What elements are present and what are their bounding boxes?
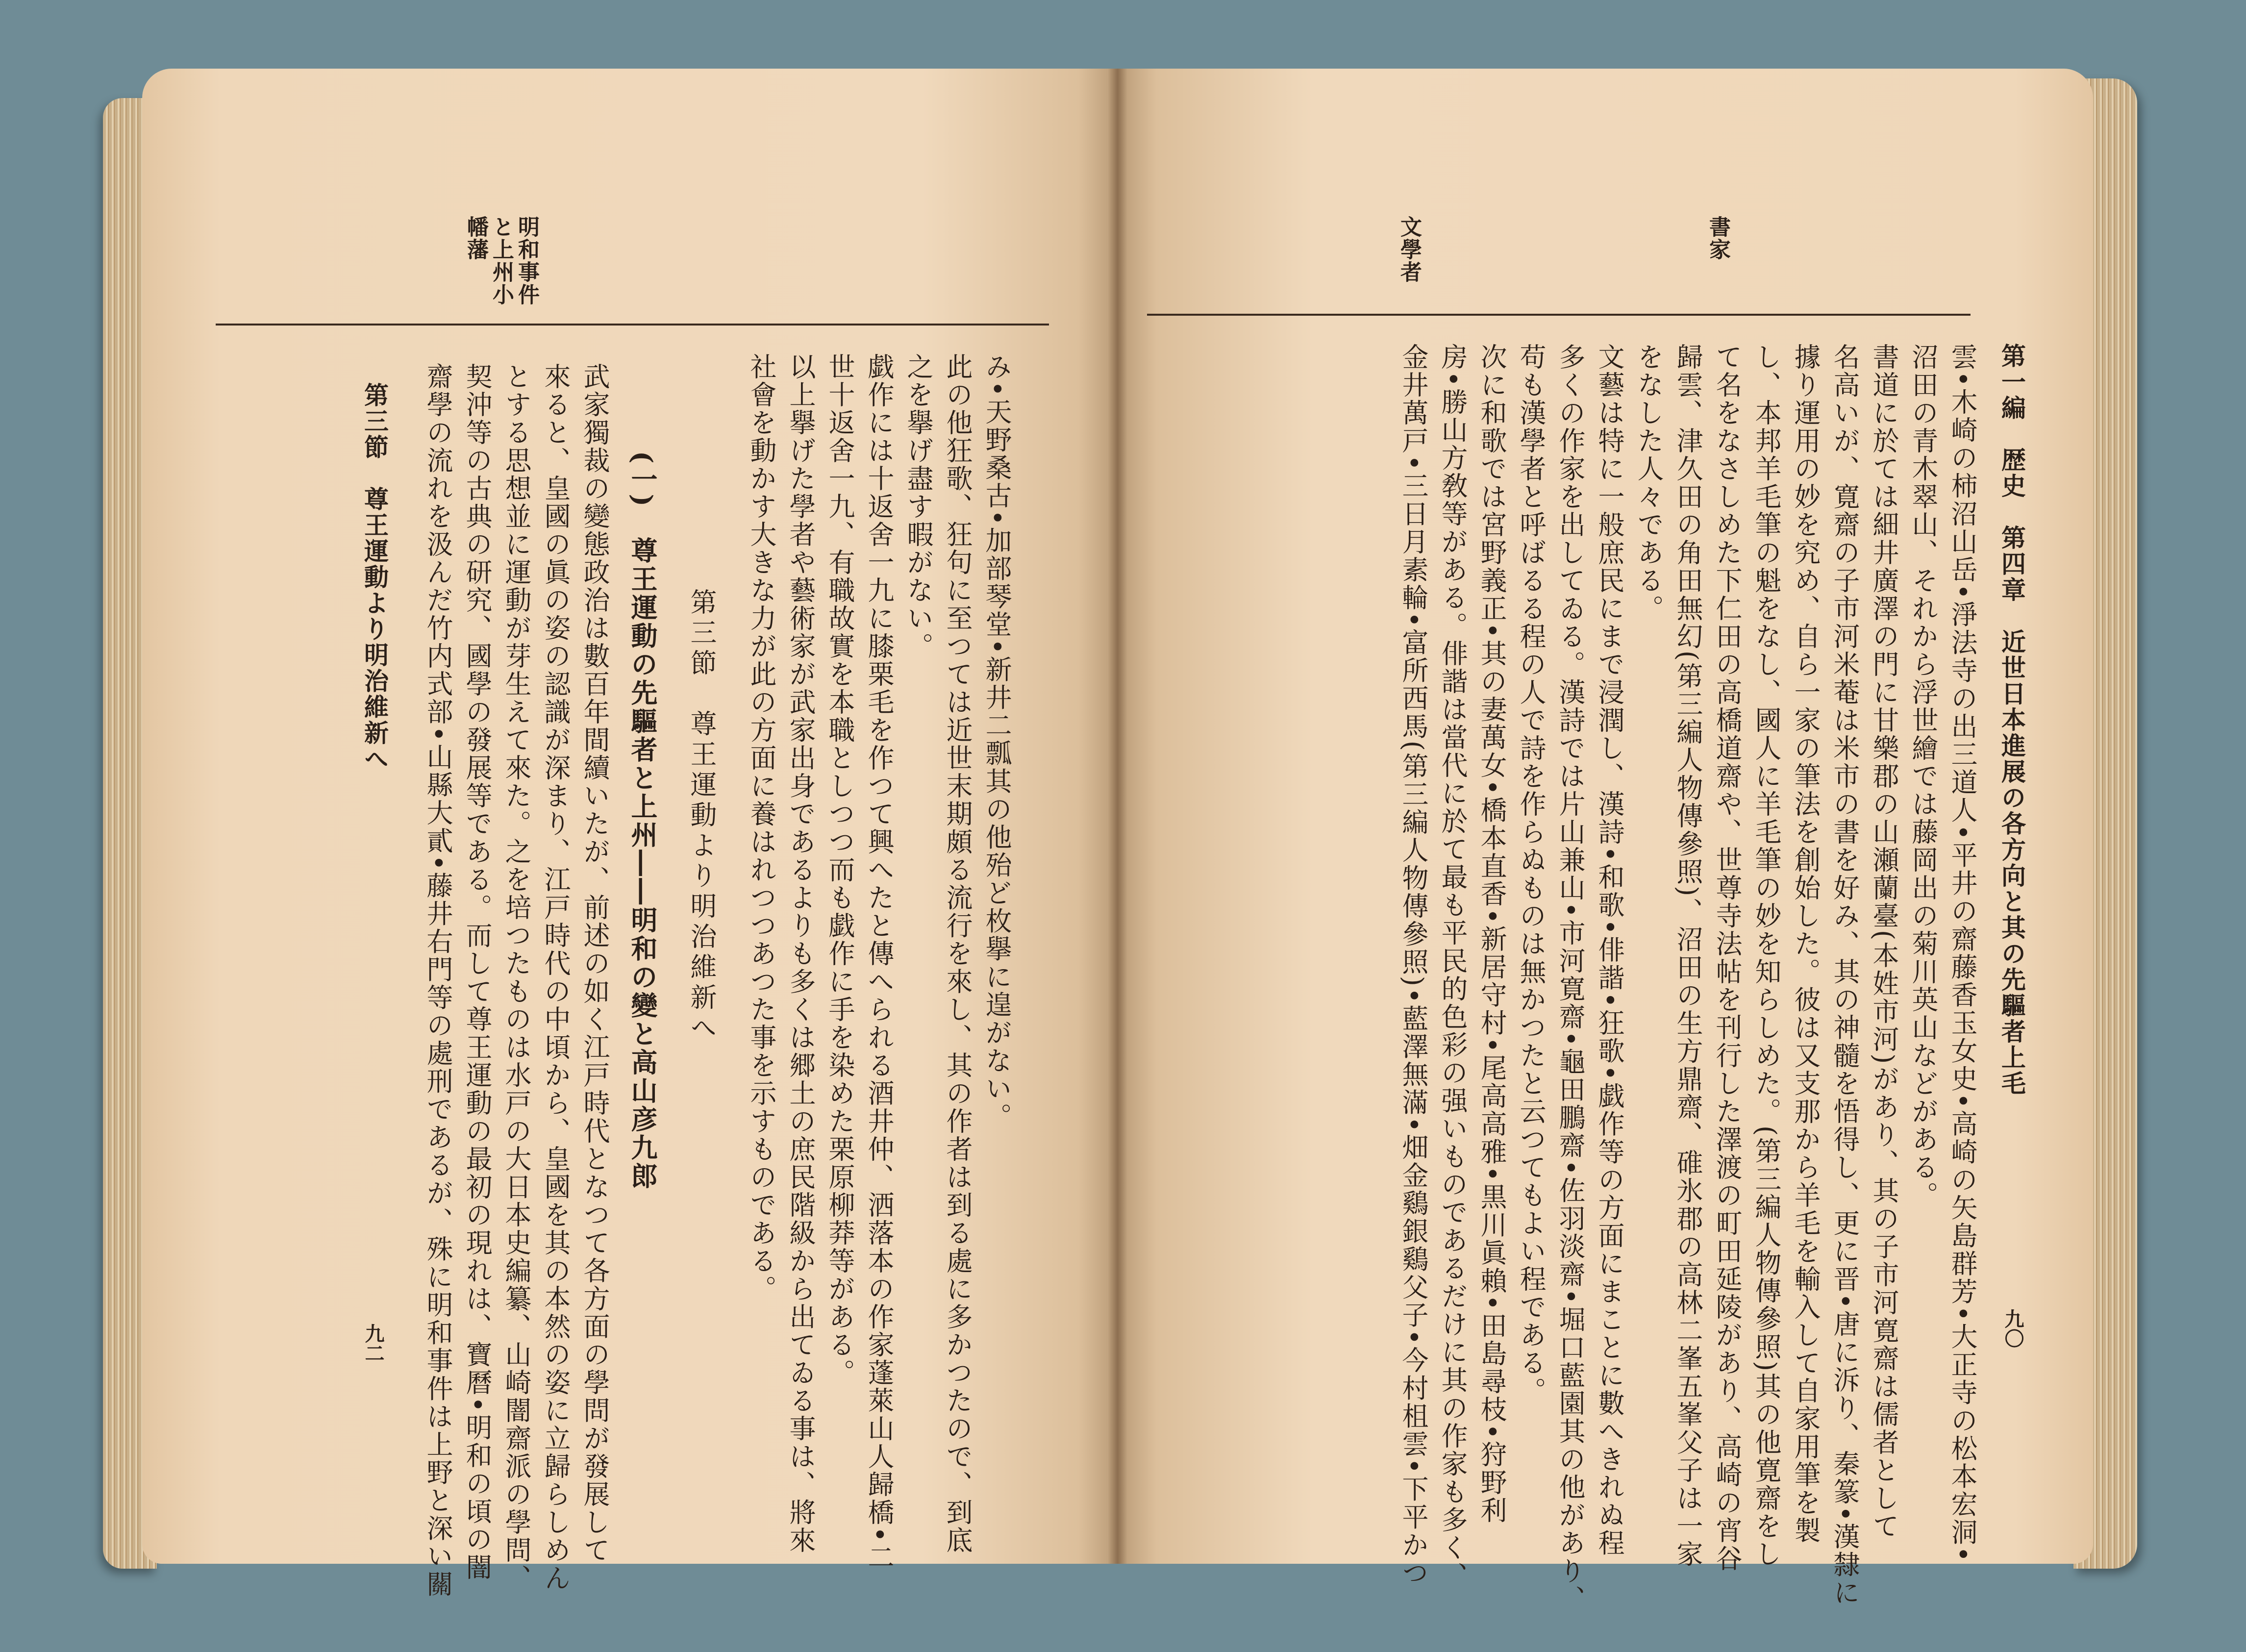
section-title: 第三節 尊王運動より明治維新へ xyxy=(686,588,717,1044)
body-column: 沼田の青木翠山、それから浮世繪では藤岡出の菊川英山などがある。 xyxy=(1908,343,1939,1209)
margin-note-shoka: 書家 xyxy=(1705,216,1730,261)
running-header: 第三節 尊王運動より明治維新へ xyxy=(360,382,389,772)
subsection-title: (一) 尊王運動の先驅者と上州――明和の變と高山彦九郎 xyxy=(627,451,658,1191)
book-gutter xyxy=(1108,69,1127,1564)
body-column: 多くの作家を出してゐる。漢詩では片山兼山•市河寛齋•龜田鵬齋•佐羽淡齋•堀口藍園其の他があり、 xyxy=(1555,343,1586,1613)
body-column: 書道に於ては細井廣澤の門に甘樂郡の山瀬蘭臺(本姓市河)があり、其の子市河寛齋は儒者として xyxy=(1869,343,1899,1541)
body-column: 苟も漢學者と呼ばるる程の人で詩を作らぬものは無かつたと云つてもよい程である。 xyxy=(1516,343,1547,1405)
body-column: て名をなさしめた下仁田の高橋道齋や、世尊寺法帖を刊行した澤渡の町田延陵があり、高崎の宵谷 xyxy=(1712,343,1743,1573)
body-column: み•天野桑古•加部琴堂•新井二瓢其の他殆ど枚擧に遑がない。 xyxy=(981,353,1012,1131)
body-column: をなした人々である。 xyxy=(1633,343,1664,623)
body-column: 齋學の流れを汲んだ竹内式部•山縣大貳•藤井右門等の處刑であるが、殊に明和事件は上野と深い關 xyxy=(423,363,453,1599)
body-column: とする思想並に運動が芽生えて來た。之を培つたものは水戸の大日本史編纂、山崎闇齋派の學問、 xyxy=(501,363,532,1592)
body-column: 武家獨裁の變態政治は數百年間續いたが、前述の如く江戸時代となつて各方面の學問が發展して xyxy=(579,363,610,1564)
body-column: 戯作には十返舍一九に膝栗毛を作つて興へたと傳へられる酒井仲、洒落本の作家蓬萊山人歸橋•二 xyxy=(864,353,895,1572)
body-column: 文藝は特に一般庶民にまで浸潤し、漢詩•和歌•俳諧•狂歌•戯作等の方面にまことに數へきれぬ程 xyxy=(1594,343,1625,1557)
page-number: 九〇 xyxy=(2001,1309,2024,1348)
right-page xyxy=(1118,69,2093,1613)
header-rule xyxy=(216,324,1049,325)
margin-note-meiwa: 明和事件 と上州小 幡藩 xyxy=(463,216,539,306)
body-column: 據り運用の妙を究め、自ら一家の筆法を創始した。彼は又支那から羊毛を輸入して自家用筆を製 xyxy=(1790,343,1821,1545)
body-column: 名高いが、寛齋の子市河米菴は米市の書を好み、其の神髓を悟得し、更に晋•唐に泝り、秦篆•漢隸に xyxy=(1829,343,1860,1607)
page-number: 九二 xyxy=(362,1324,385,1363)
body-column: 房•勝山方敎等がある。俳諧は當代に於て最も平民的色彩の强いものであるだけに其の作家も多く、 xyxy=(1437,343,1468,1590)
body-column: 此の他狂歌、狂句に至つては近世末期頗る流行を來し、其の作者は到る處に多かつたので、到底 xyxy=(942,353,973,1554)
header-rule xyxy=(1147,314,1971,316)
left-page xyxy=(142,69,1118,1599)
body-column: 社會を動かす大きな力が此の方面に養はれつつあつた事を示すものである。 xyxy=(746,353,777,1303)
open-book xyxy=(123,69,2108,1613)
body-column: 次に和歌では宮野義正•其の妻萬女•橋本直香•新居守村•尾高高雅•黒川眞賴•田島尋枝•狩野利 xyxy=(1476,343,1507,1525)
body-column: 歸雲、津久田の角田無幻(第三編人物傳參照)、沼田の生方鼎齋、碓氷郡の高林二峯五峯父子は一家 xyxy=(1672,343,1703,1569)
body-column: 世十返舍一九、有職故實を本職としつつ而も戯作に手を染めた栗原柳莽等がある。 xyxy=(824,353,855,1387)
body-column: 金井萬戸•三日月素輪•富所西馬(第三編人物傳參照)•藍澤無滿•畑金鷄銀鷄父子•今村柤雲•下平かつ xyxy=(1398,343,1429,1587)
body-column: 之を擧げ盡す暇がない。 xyxy=(903,353,934,660)
body-column: 雲•木崎の柿沼山岳•淨法寺の出三道人•平井の齋藤香玉女史•高崎の矢島群芳•大正寺の松本宏洞• xyxy=(1947,343,1978,1564)
body-column: 來ると、皇國の眞の姿の認識が深まり、江戸時代の中頃から、皇國を其の本然の姿に立歸らしめん xyxy=(540,363,571,1592)
body-column: し、本邦羊毛筆の魁をなし、國人に羊毛筆の妙を知らしめた。(第三編人物傳參照)其の他寛齋をし xyxy=(1751,343,1782,1569)
margin-note-bungaku: 文學者 xyxy=(1397,216,1422,283)
body-column: 契沖等の古典の研究、國學の發展等である。而して尊王運動の最初の現れは、寶曆•明和の頃の闇 xyxy=(462,363,493,1581)
body-column: 以上擧げた學者や藝術家が武家出身であるよりも多くは郷土の庶民階級から出てゐる事は、將來 xyxy=(785,353,816,1554)
running-header: 第一編 歴史 第四章 近世日本進展の各方向と其の先驅者上毛 xyxy=(1997,343,2026,1097)
